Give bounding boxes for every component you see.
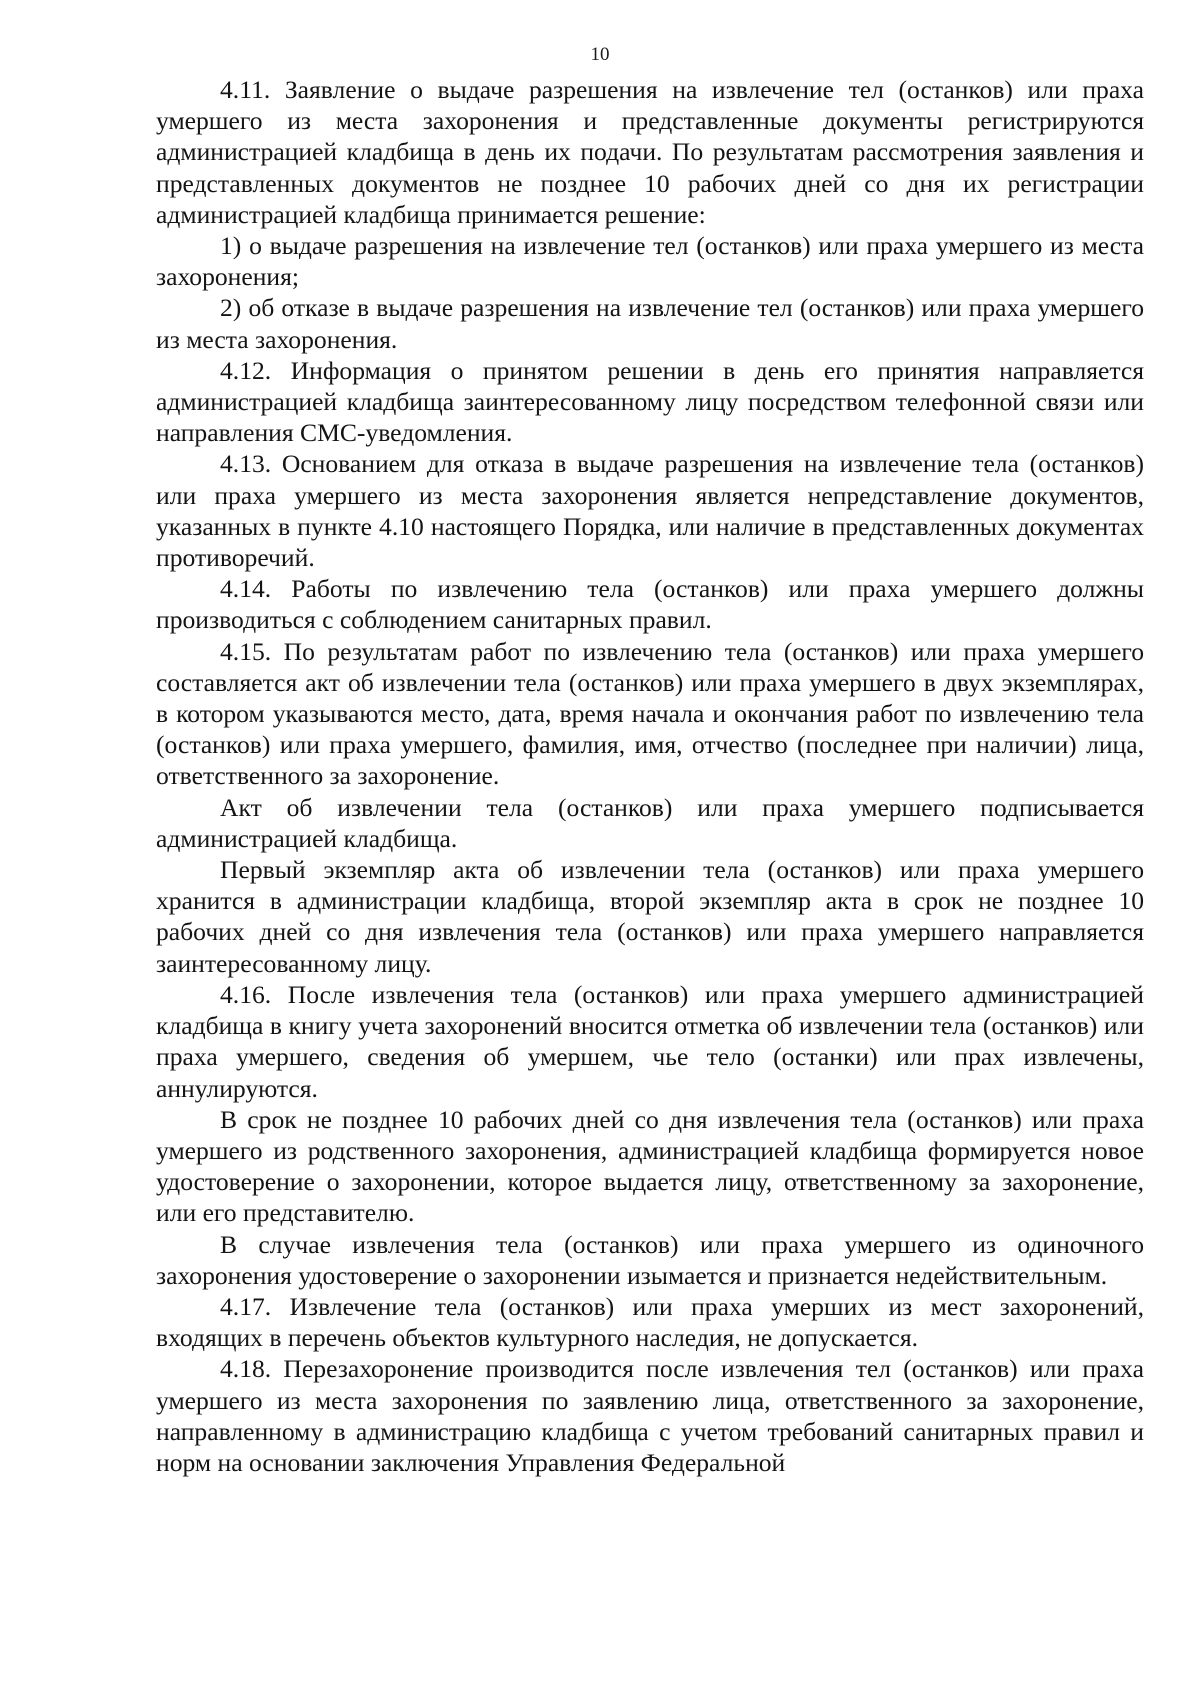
paragraph-act-copies: Первый экземпляр акта об извлечении тела (останков) или праха умершего хранится в администрации кладбища, второй экземпляр акта в срок не позднее 10 рабочих дней со дня извлечения тела (останков) или праха умершего направляется заинтересованному лицу. [156, 855, 1144, 978]
paragraph-act-signature: Акт об извлечении тела (останков) или праха умершего подписывается администрацией кладбища. [156, 792, 1144, 853]
paragraph-4-12: 4.12. Информация о принятом решении в день его принятия направляется администрацией кладбища заинтересованному лицу посредством телефонной связи или направления СМС-уведомления. [156, 355, 1144, 448]
paragraph-4-15: 4.15. По результатам работ по извлечению тела (останков) или праха умершего составляется акт об извлечении тела (останков) или праха умершего в двух экземплярах, в котором указываются место, дата, время начала и окончания работ по извлечению тела (останков) или праха умершего, фамилия, имя, отчество (последнее при наличии) лица, ответственного за захоронение. [156, 636, 1144, 791]
page-number: 10 [590, 44, 610, 65]
paragraph-4-11: 4.11. Заявление о выдаче разрешения на извлечение тел (останков) или праха умершего из места захоронения и представленные документы регистрируются администрацией кладбища в день их подачи. По результатам рассмотрения заявления и представленных документов не позднее 10 рабочих дней со дня их регистрации администрацией кладбища принимается решение: [156, 75, 1144, 229]
list-item-2: 2) об отказе в выдаче разрешения на извлечение тел (останков) или праха умершего из места захоронения. [156, 293, 1144, 354]
list-item-1: 1) о выдаче разрешения на извлечение тел (останков) или праха умершего из места захоронения; [156, 231, 1144, 292]
paragraph-4-14: 4.14. Работы по извлечению тела (останков) или праха умершего должны производиться с соблюдением санитарных правил. [156, 574, 1144, 635]
paragraph-4-13: 4.13. Основанием для отказа в выдаче разрешения на извлечение тела (останков) или праха умершего из места захоронения является непредставление документов, указанных в пункте 4.10 настоящего Порядка, или наличие в представленных документах противоречий. [156, 449, 1144, 573]
paragraph-new-certificate: В срок не позднее 10 рабочих дней со дня извлечения тела (останков) или праха умершего из родственного захоронения, администрацией кладбища формируется новое удостоверение о захоронении, которое выдается лицу, ответственному за захоронение, или его представителю. [156, 1104, 1144, 1228]
paragraph-4-17: 4.17. Извлечение тела (останков) или праха умерших из мест захоронений, входящих в перечень объектов культурного наследия, не допускается. [156, 1291, 1144, 1353]
document-body [156, 74, 1144, 1478]
paragraph-4-18: 4.18. Перезахоронение производится после извлечения тел (останков) или праха умершего из места захоронения по заявлению лица, ответственного за захоронение, направленному в администрацию кладбища с учетом требований санитарных правил и норм на основании заключения Управления Федеральной [156, 1354, 1144, 1477]
paragraph-single-burial: В случае извлечения тела (останков) или праха умершего из одиночного захоронения удостоверение о захоронении изымается и признается недействительным. [156, 1229, 1144, 1290]
paragraph-4-16: 4.16. После извлечения тела (останков) или праха умершего администрацией кладбища в книгу учета захоронений вносится отметка об извлечении тела (останков) или праха умершего, сведения об умершем, чье тело (останки) или прах извлечены, аннулируются. [156, 979, 1144, 1103]
